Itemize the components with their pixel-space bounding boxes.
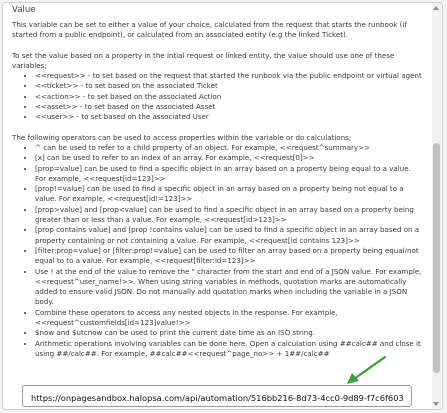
list-item: • <<action>> - to set based on the associated Action <box>35 92 424 102</box>
value-field-panel <box>2 2 443 410</box>
list-item: • <<request>> - to set based on the request that started the runbook via the public endpoint or virtual agent <box>35 71 424 81</box>
value-input[interactable] <box>23 388 411 407</box>
list-item: • Use ! at the end of the value to remove the " character from the start and end of a JSON value. For example, <<request^user_name!>>. When using string variables in methods, quotation marks are automatically added to ensure valid JSON. Do not manually add quotation marks when including the variable in a JSON body. <box>35 267 424 308</box>
list-item: • Arithmetic operations involving variables can be done here. Open a calculation using ##calc## and close it using ##/calc##. For example, ##calc##<<request^page_no>> + 1##/calc## <box>35 339 424 360</box>
help-text-area[interactable] <box>3 3 432 409</box>
list-item: • [filter:prop=value] or [filter:prop!=value] can be used to filter an array based on a property being equal/not equal to to a value. For example, <<request[filter:id=123]>> <box>35 246 424 267</box>
list-item: • [prop>value] and [prop<value] can be used to find a specific object in an array based on a property being greater than or less than a value. For example, <<request[id>123]>> <box>35 205 424 226</box>
operators-intro: The following operators can be used to access properties within the variable or do calculations; <box>12 132 352 142</box>
list-item: • [x] can be used to refer to an index of an array. For example, <<request[0]>> <box>35 153 424 163</box>
value-input-box[interactable] <box>22 385 412 407</box>
scroll-down-icon[interactable] <box>433 402 439 406</box>
vertical-scrollbar[interactable] <box>432 3 441 409</box>
list-item: • <<asset>> - to set based on the associated Asset <box>35 102 424 112</box>
list-item: • [prop contains value] and [prop !contains value] can be used to find a specific object in an array based on a property containing or not containing a value. For example, <<request[id contains 123]>> <box>35 225 424 246</box>
list-item: • Combine these operators to access any nested objects in the response. For example, <<request^customfields[id=123]value!>> <box>35 308 424 329</box>
description-paragraph-1: This variable can be set to either a value of your choice, calculated from the request that starts the runbook (if started from a public endpoint), or calculated from an associated entity (e.g the linked Ticket). <box>12 20 407 40</box>
scrollbar-thumb[interactable] <box>433 143 440 373</box>
list-item: • <<ticket>> - to set based on the associated Ticket <box>35 81 424 91</box>
list-item: • [prop=value] can be used to find a specific object in an array based on a property being equal to a value. For example, <<request[id=123]>> <box>35 164 424 185</box>
list-item: • <<user>> - to set based on the associated User <box>35 112 424 122</box>
list-item: • $now and $utcnow can be used to print the current date time as an ISO string. <box>35 328 424 338</box>
scroll-up-icon[interactable] <box>433 6 439 10</box>
field-label: Value <box>12 5 36 15</box>
variable-list <box>12 71 424 122</box>
operator-list <box>12 143 424 359</box>
description-paragraph-2: To set the value based on a property in the intial request or linked entity, the value should use one of these variables; <box>12 50 395 70</box>
list-item: • ^ can be used to refer to a child property of an object. For example, <<request^summary>> <box>35 143 424 153</box>
list-item: • [prop!=value] can be used to find a specific object in an array based on a property being not equal to a value. For example, <<request[id!=123]>> <box>35 184 424 205</box>
